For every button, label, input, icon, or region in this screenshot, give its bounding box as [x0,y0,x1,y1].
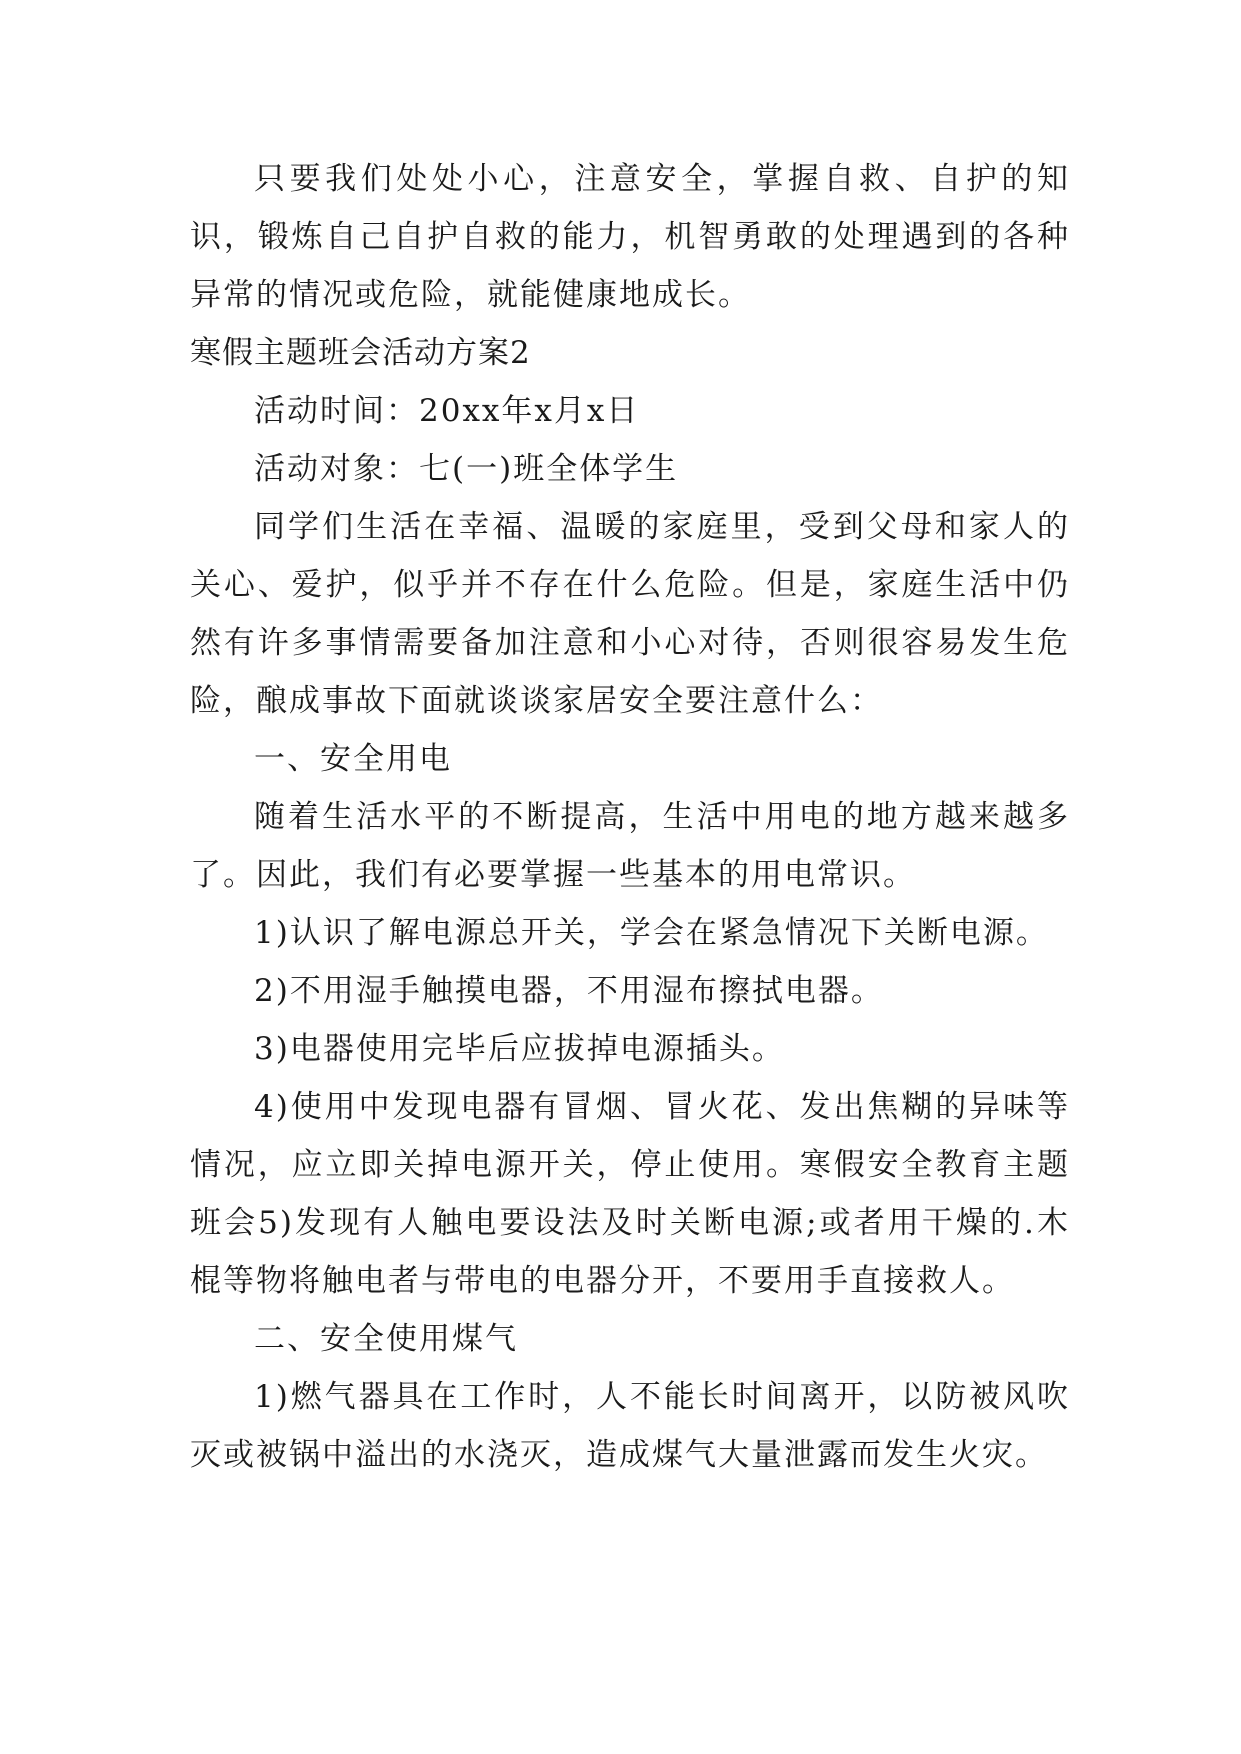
electricity-item-1: 1)认识了解电源总开关，学会在紧急情况下关断电源。 [254,915,1049,951]
activity-time: 活动时间：20xx年x月x日 [254,393,640,429]
electricity-item-3: 3)电器使用完毕后应拔掉电源插头。 [254,1031,785,1067]
electricity-item-2: 2)不用湿手触摸电器，不用湿布擦拭电器。 [254,973,884,1009]
family-safety-paragraph: 同学们生活在幸福、温暖的家庭里，受到父母和家人的关心、爱护，似乎并不存在什么危险。但是，家庭生活中仍然有许多事情需要备加注意和小心对待，否则很容易发生危险，酿成事故下面就谈谈家居安全要注意什么： [190,509,1070,719]
electricity-item-4: 4)使用中发现电器有冒烟、冒火花、发出焦糊的异味等情况，应立即关掉电源开关，停止使用。寒假安全教育主题班会5)发现有人触电要设法及时关断电源;或者用干燥的.木棍等物将触电者与带电的电器分开，不要用手直接救人。 [190,1089,1070,1299]
document-body [190,150,1070,1484]
electricity-paragraph: 随着生活水平的不断提高，生活中用电的地方越来越多了。因此，我们有必要掌握一些基本的用电常识。 [190,799,1070,893]
heading-gas: 二、安全使用煤气 [254,1321,518,1357]
gas-item-1: 1)燃气器具在工作时，人不能长时间离开，以防被风吹灭或被锅中溢出的水浇灭，造成煤气大量泄露而发生火灾。 [190,1379,1070,1473]
intro-paragraph: 只要我们处处小心，注意安全，掌握自救、自护的知识，锻炼自己自护自救的能力，机智勇敢的处理遇到的各种异常的情况或危险，就能健康地成长。 [190,161,1070,313]
activity-target: 活动对象：七(一)班全体学生 [254,451,679,487]
section-title: 寒假主题班会活动方案2 [190,335,531,371]
heading-electricity: 一、安全用电 [254,741,452,777]
